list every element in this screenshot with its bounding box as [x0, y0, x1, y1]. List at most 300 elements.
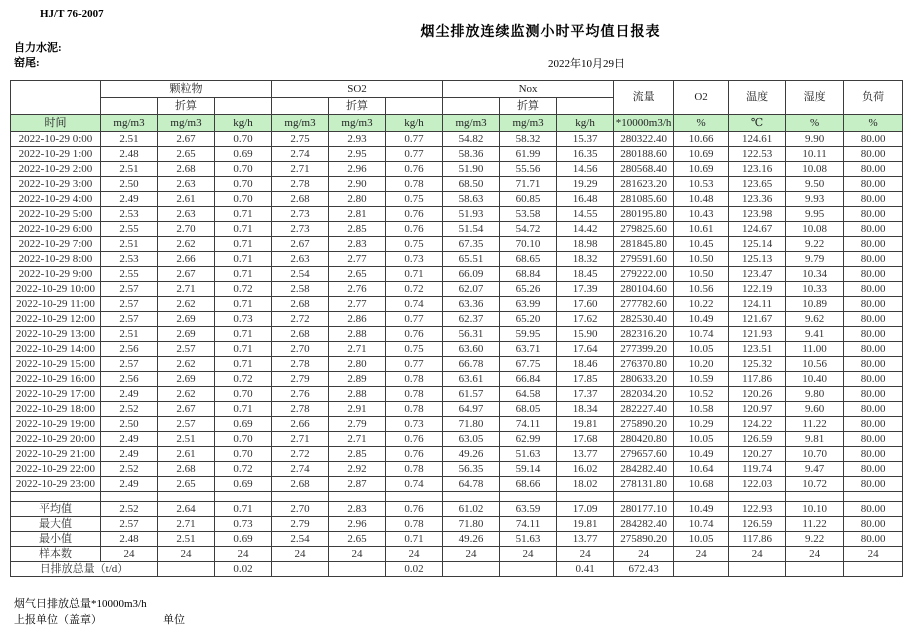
value-cell: 2.77: [329, 252, 386, 267]
value-cell: 0.70: [215, 192, 272, 207]
report-date: 2022年10月29日: [548, 58, 625, 70]
value-cell: 80.00: [844, 132, 903, 147]
spacer-row: [11, 492, 903, 502]
value-cell: 2.58: [272, 282, 329, 297]
value-cell: 51.93: [443, 207, 500, 222]
value-cell: 2.52: [101, 402, 158, 417]
value-cell: 2.92: [329, 462, 386, 477]
value-cell: 80.00: [844, 432, 903, 447]
daily-total-value-cell: [844, 562, 903, 577]
value-cell: 2.57: [101, 282, 158, 297]
value-cell: 2.67: [272, 237, 329, 252]
daily-total-value-cell: 0.02: [386, 562, 443, 577]
value-cell: 280104.60: [614, 282, 674, 297]
value-cell: 0.73: [215, 312, 272, 327]
value-cell: 2.74: [272, 147, 329, 162]
empty-cell: [557, 492, 614, 502]
value-cell: 0.76: [386, 432, 443, 447]
table-row: [11, 462, 903, 477]
value-cell: 10.61: [674, 222, 729, 237]
value-cell: 56.31: [443, 327, 500, 342]
value-cell: 2.70: [158, 222, 215, 237]
summary-value-cell: 2.70: [272, 502, 329, 517]
value-cell: 2.71: [272, 162, 329, 177]
value-cell: 2.79: [272, 372, 329, 387]
time-column-header: 时间: [11, 115, 101, 132]
value-cell: 2.69: [158, 327, 215, 342]
time-cell: 2022-10-29 7:00: [11, 237, 101, 252]
table-row: [11, 357, 903, 372]
table-row: [11, 372, 903, 387]
value-cell: 15.90: [557, 327, 614, 342]
value-cell: 0.70: [215, 387, 272, 402]
value-cell: 17.39: [557, 282, 614, 297]
value-cell: 10.45: [674, 237, 729, 252]
time-cell: 2022-10-29 9:00: [11, 267, 101, 282]
value-cell: 9.47: [786, 462, 844, 477]
value-cell: 121.93: [729, 327, 786, 342]
value-cell: 2.51: [158, 432, 215, 447]
value-cell: 63.05: [443, 432, 500, 447]
value-cell: 14.42: [557, 222, 614, 237]
value-cell: 2.54: [272, 267, 329, 282]
value-cell: 55.56: [500, 162, 557, 177]
table-row: [11, 252, 903, 267]
summary-value-cell: 10.49: [674, 502, 729, 517]
value-cell: 80.00: [844, 402, 903, 417]
value-cell: 0.78: [386, 387, 443, 402]
value-cell: 0.77: [386, 357, 443, 372]
value-cell: 0.71: [215, 342, 272, 357]
value-cell: 66.09: [443, 267, 500, 282]
value-cell: 2.55: [101, 222, 158, 237]
summary-value-cell: 24: [272, 547, 329, 562]
summary-value-cell: 24: [443, 547, 500, 562]
empty-cell: [500, 492, 557, 502]
value-cell: 2.73: [272, 207, 329, 222]
value-cell: 0.70: [215, 447, 272, 462]
summary-value-cell: 10.05: [674, 532, 729, 547]
value-cell: 54.82: [443, 132, 500, 147]
col-header-flow: 流量: [614, 81, 674, 115]
value-cell: 2.70: [272, 342, 329, 357]
value-cell: 2.63: [158, 207, 215, 222]
value-cell: 80.00: [844, 192, 903, 207]
value-cell: 11.22: [786, 417, 844, 432]
summary-value-cell: 17.09: [557, 502, 614, 517]
value-cell: 2.68: [272, 297, 329, 312]
kiln-label: 窑尾:: [14, 57, 40, 69]
value-cell: 120.97: [729, 402, 786, 417]
time-cell: 2022-10-29 11:00: [11, 297, 101, 312]
col-header-o2: O2: [674, 81, 729, 115]
value-cell: 122.03: [729, 477, 786, 492]
value-cell: 2.55: [101, 267, 158, 282]
summary-value-cell: 24: [614, 547, 674, 562]
value-cell: 2.85: [329, 222, 386, 237]
value-cell: 2.89: [329, 372, 386, 387]
value-cell: 2.56: [101, 372, 158, 387]
value-cell: 2.66: [158, 252, 215, 267]
value-cell: 68.84: [500, 267, 557, 282]
value-cell: 2.68: [158, 462, 215, 477]
value-cell: 62.99: [500, 432, 557, 447]
table-row: [11, 417, 903, 432]
value-cell: 54.72: [500, 222, 557, 237]
value-cell: 0.72: [215, 372, 272, 387]
value-cell: 123.98: [729, 207, 786, 222]
summary-value-cell: 71.80: [443, 517, 500, 532]
value-cell: 80.00: [844, 357, 903, 372]
empty-cell: [729, 492, 786, 502]
daily-total-value-cell: [786, 562, 844, 577]
header-row-groups: [11, 81, 903, 98]
daily-total-value-cell: [443, 562, 500, 577]
summary-value-cell: 24: [557, 547, 614, 562]
value-cell: 58.32: [500, 132, 557, 147]
value-cell: 71.80: [443, 417, 500, 432]
value-cell: 0.74: [386, 297, 443, 312]
value-cell: 281845.80: [614, 237, 674, 252]
value-cell: 2.88: [329, 387, 386, 402]
table-row: [11, 147, 903, 162]
table-row: [11, 237, 903, 252]
value-cell: 2.57: [101, 297, 158, 312]
value-cell: 74.11: [500, 417, 557, 432]
summary-value-cell: 19.81: [557, 517, 614, 532]
value-cell: 0.78: [386, 462, 443, 477]
value-cell: 65.20: [500, 312, 557, 327]
value-cell: 10.49: [674, 312, 729, 327]
value-cell: 279825.60: [614, 222, 674, 237]
summary-value-cell: 0.71: [386, 532, 443, 547]
value-cell: 10.56: [674, 282, 729, 297]
value-cell: 10.69: [674, 162, 729, 177]
value-cell: 0.71: [215, 357, 272, 372]
value-cell: 2.78: [272, 357, 329, 372]
summary-value-cell: 24: [158, 547, 215, 562]
value-cell: 282530.40: [614, 312, 674, 327]
empty-cell: [786, 492, 844, 502]
value-cell: 124.67: [729, 222, 786, 237]
value-cell: 17.37: [557, 387, 614, 402]
value-cell: 10.53: [674, 177, 729, 192]
value-cell: 80.00: [844, 477, 903, 492]
value-cell: 0.78: [386, 372, 443, 387]
daily-total-value-cell: [158, 562, 215, 577]
value-cell: 2.57: [158, 342, 215, 357]
value-cell: 123.65: [729, 177, 786, 192]
unit-cell: mg/m3: [272, 115, 329, 132]
summary-value-cell: 49.26: [443, 532, 500, 547]
value-cell: 276370.80: [614, 357, 674, 372]
summary-value-cell: 2.65: [329, 532, 386, 547]
value-cell: 0.73: [386, 252, 443, 267]
value-cell: 2.68: [272, 192, 329, 207]
value-cell: 0.76: [386, 222, 443, 237]
value-cell: 59.95: [500, 327, 557, 342]
value-cell: 0.73: [386, 417, 443, 432]
summary-value-cell: 284282.40: [614, 517, 674, 532]
value-cell: 0.77: [386, 132, 443, 147]
summary-value-cell: 0.73: [215, 517, 272, 532]
table-row: [11, 447, 903, 462]
value-cell: 2.62: [158, 237, 215, 252]
value-cell: 61.57: [443, 387, 500, 402]
value-cell: 0.71: [215, 327, 272, 342]
value-cell: 2.81: [329, 207, 386, 222]
value-cell: 10.05: [674, 432, 729, 447]
value-cell: 279222.00: [614, 267, 674, 282]
value-cell: 18.32: [557, 252, 614, 267]
value-cell: 2.56: [101, 342, 158, 357]
value-cell: 2.79: [329, 417, 386, 432]
value-cell: 0.72: [215, 462, 272, 477]
time-cell: 2022-10-29 21:00: [11, 447, 101, 462]
value-cell: 2.90: [329, 177, 386, 192]
summary-value-cell: 0.69: [215, 532, 272, 547]
summary-value-cell: 117.86: [729, 532, 786, 547]
value-cell: 16.48: [557, 192, 614, 207]
value-cell: 0.76: [386, 162, 443, 177]
table-row: [11, 312, 903, 327]
value-cell: 0.69: [215, 147, 272, 162]
table-row: [11, 387, 903, 402]
col-header-temperature: 温度: [729, 81, 786, 115]
value-cell: 275890.20: [614, 417, 674, 432]
unit-cell: kg/h: [386, 115, 443, 132]
value-cell: 10.05: [674, 342, 729, 357]
value-cell: 2.67: [158, 402, 215, 417]
value-cell: 2.74: [272, 462, 329, 477]
time-cell: 2022-10-29 15:00: [11, 357, 101, 372]
value-cell: 122.53: [729, 147, 786, 162]
value-cell: 80.00: [844, 252, 903, 267]
table-row: [11, 222, 903, 237]
value-cell: 2.51: [101, 162, 158, 177]
value-cell: 2.62: [158, 357, 215, 372]
summary-value-cell: 0.78: [386, 517, 443, 532]
value-cell: 67.75: [500, 357, 557, 372]
value-cell: 0.72: [215, 282, 272, 297]
value-cell: 17.62: [557, 312, 614, 327]
value-cell: 2.62: [158, 297, 215, 312]
value-cell: 2.53: [101, 252, 158, 267]
value-cell: 16.02: [557, 462, 614, 477]
summary-value-cell: 2.54: [272, 532, 329, 547]
table-row: [11, 402, 903, 417]
unit-cell: ℃: [729, 115, 786, 132]
group-header-particulate: 颗粒物: [101, 81, 272, 98]
value-cell: 65.26: [500, 282, 557, 297]
time-cell: 2022-10-29 13:00: [11, 327, 101, 342]
value-cell: 0.72: [386, 282, 443, 297]
value-cell: 10.68: [674, 477, 729, 492]
summary-value-cell: 2.71: [158, 517, 215, 532]
value-cell: 80.00: [844, 327, 903, 342]
value-cell: 0.76: [386, 207, 443, 222]
value-cell: 10.56: [786, 357, 844, 372]
value-cell: 58.36: [443, 147, 500, 162]
summary-value-cell: 126.59: [729, 517, 786, 532]
value-cell: 282316.20: [614, 327, 674, 342]
value-cell: 2.69: [158, 372, 215, 387]
value-cell: 2.63: [158, 177, 215, 192]
summary-label: 最大值: [11, 517, 101, 532]
time-cell: 2022-10-29 19:00: [11, 417, 101, 432]
unit-cell: mg/m3: [101, 115, 158, 132]
summary-value-cell: 10.10: [786, 502, 844, 517]
value-cell: 2.67: [158, 267, 215, 282]
value-cell: 71.71: [500, 177, 557, 192]
value-cell: 15.37: [557, 132, 614, 147]
value-cell: 17.64: [557, 342, 614, 357]
value-cell: 2.83: [329, 237, 386, 252]
value-cell: 2.61: [158, 192, 215, 207]
value-cell: 17.68: [557, 432, 614, 447]
summary-row: [11, 517, 903, 532]
value-cell: 2.78: [272, 177, 329, 192]
value-cell: 2.72: [272, 447, 329, 462]
time-cell: 2022-10-29 2:00: [11, 162, 101, 177]
summary-value-cell: 2.79: [272, 517, 329, 532]
value-cell: 9.81: [786, 432, 844, 447]
value-cell: 2.78: [272, 402, 329, 417]
value-cell: 80.00: [844, 162, 903, 177]
flue-gas-total-label: 烟气日排放总量*10000m3/h: [14, 598, 147, 610]
value-cell: 125.13: [729, 252, 786, 267]
value-cell: 0.71: [215, 297, 272, 312]
value-cell: 9.95: [786, 207, 844, 222]
value-cell: 2.49: [101, 432, 158, 447]
summary-value-cell: 80.00: [844, 502, 903, 517]
daily-total-value-cell: 0.41: [557, 562, 614, 577]
value-cell: 0.71: [215, 267, 272, 282]
value-cell: 80.00: [844, 387, 903, 402]
value-cell: 0.78: [386, 177, 443, 192]
value-cell: 2.65: [329, 267, 386, 282]
empty-cell: [614, 492, 674, 502]
value-cell: 2.49: [101, 447, 158, 462]
daily-total-value-cell: 672.43: [614, 562, 674, 577]
value-cell: 2.72: [272, 312, 329, 327]
summary-label: 最小值: [11, 532, 101, 547]
value-cell: 80.00: [844, 342, 903, 357]
value-cell: 281085.60: [614, 192, 674, 207]
value-cell: 124.22: [729, 417, 786, 432]
value-cell: 11.00: [786, 342, 844, 357]
empty-cell: [674, 492, 729, 502]
value-cell: 70.10: [500, 237, 557, 252]
value-cell: 10.11: [786, 147, 844, 162]
value-cell: 284282.40: [614, 462, 674, 477]
table-row: [11, 162, 903, 177]
summary-row: [11, 532, 903, 547]
summary-value-cell: 24: [729, 547, 786, 562]
summary-value-cell: 13.77: [557, 532, 614, 547]
value-cell: 51.63: [500, 447, 557, 462]
value-cell: 18.46: [557, 357, 614, 372]
summary-value-cell: 0.76: [386, 502, 443, 517]
value-cell: 10.89: [786, 297, 844, 312]
summary-value-cell: 74.11: [500, 517, 557, 532]
value-cell: 80.00: [844, 462, 903, 477]
value-cell: 2.71: [329, 432, 386, 447]
time-cell: 2022-10-29 17:00: [11, 387, 101, 402]
value-cell: 2.85: [329, 447, 386, 462]
value-cell: 0.70: [215, 162, 272, 177]
value-cell: 80.00: [844, 237, 903, 252]
value-cell: 14.55: [557, 207, 614, 222]
value-cell: 2.52: [101, 462, 158, 477]
summary-value-cell: 51.63: [500, 532, 557, 547]
value-cell: 2.68: [272, 327, 329, 342]
value-cell: 80.00: [844, 207, 903, 222]
value-cell: 123.51: [729, 342, 786, 357]
value-cell: 10.69: [674, 147, 729, 162]
value-cell: 80.00: [844, 297, 903, 312]
summary-value-cell: 24: [674, 547, 729, 562]
value-cell: 2.63: [272, 252, 329, 267]
summary-value-cell: 2.57: [101, 517, 158, 532]
value-cell: 2.93: [329, 132, 386, 147]
value-cell: 0.71: [386, 267, 443, 282]
unit-cell: mg/m3: [443, 115, 500, 132]
value-cell: 2.96: [329, 162, 386, 177]
value-cell: 58.63: [443, 192, 500, 207]
time-cell: 2022-10-29 16:00: [11, 372, 101, 387]
unit-cell: mg/m3: [158, 115, 215, 132]
summary-row: [11, 502, 903, 517]
value-cell: 80.00: [844, 222, 903, 237]
value-cell: 67.35: [443, 237, 500, 252]
value-cell: 117.86: [729, 372, 786, 387]
summary-value-cell: 61.02: [443, 502, 500, 517]
value-cell: 281623.20: [614, 177, 674, 192]
value-cell: 0.76: [386, 327, 443, 342]
value-cell: 9.41: [786, 327, 844, 342]
value-cell: 10.34: [786, 267, 844, 282]
unit-label: 单位: [163, 614, 185, 626]
value-cell: 0.71: [215, 222, 272, 237]
value-cell: 280568.40: [614, 162, 674, 177]
value-cell: 278131.80: [614, 477, 674, 492]
empty-cell: [101, 492, 158, 502]
summary-value-cell: 24: [500, 547, 557, 562]
value-cell: 2.86: [329, 312, 386, 327]
value-cell: 10.52: [674, 387, 729, 402]
group-header-so2: SO2: [272, 81, 443, 98]
value-cell: 2.65: [158, 147, 215, 162]
value-cell: 10.64: [674, 462, 729, 477]
value-cell: 279591.60: [614, 252, 674, 267]
table-row: [11, 267, 903, 282]
time-cell: 2022-10-29 1:00: [11, 147, 101, 162]
value-cell: 0.70: [215, 432, 272, 447]
summary-value-cell: 2.51: [158, 532, 215, 547]
value-cell: 68.50: [443, 177, 500, 192]
unit-cell: %: [786, 115, 844, 132]
value-cell: 10.58: [674, 402, 729, 417]
time-cell: 2022-10-29 22:00: [11, 462, 101, 477]
value-cell: 10.66: [674, 132, 729, 147]
time-cell: 2022-10-29 3:00: [11, 177, 101, 192]
value-cell: 10.29: [674, 417, 729, 432]
value-cell: 56.35: [443, 462, 500, 477]
value-cell: 18.02: [557, 477, 614, 492]
summary-value-cell: 80.00: [844, 517, 903, 532]
time-cell: 2022-10-29 4:00: [11, 192, 101, 207]
